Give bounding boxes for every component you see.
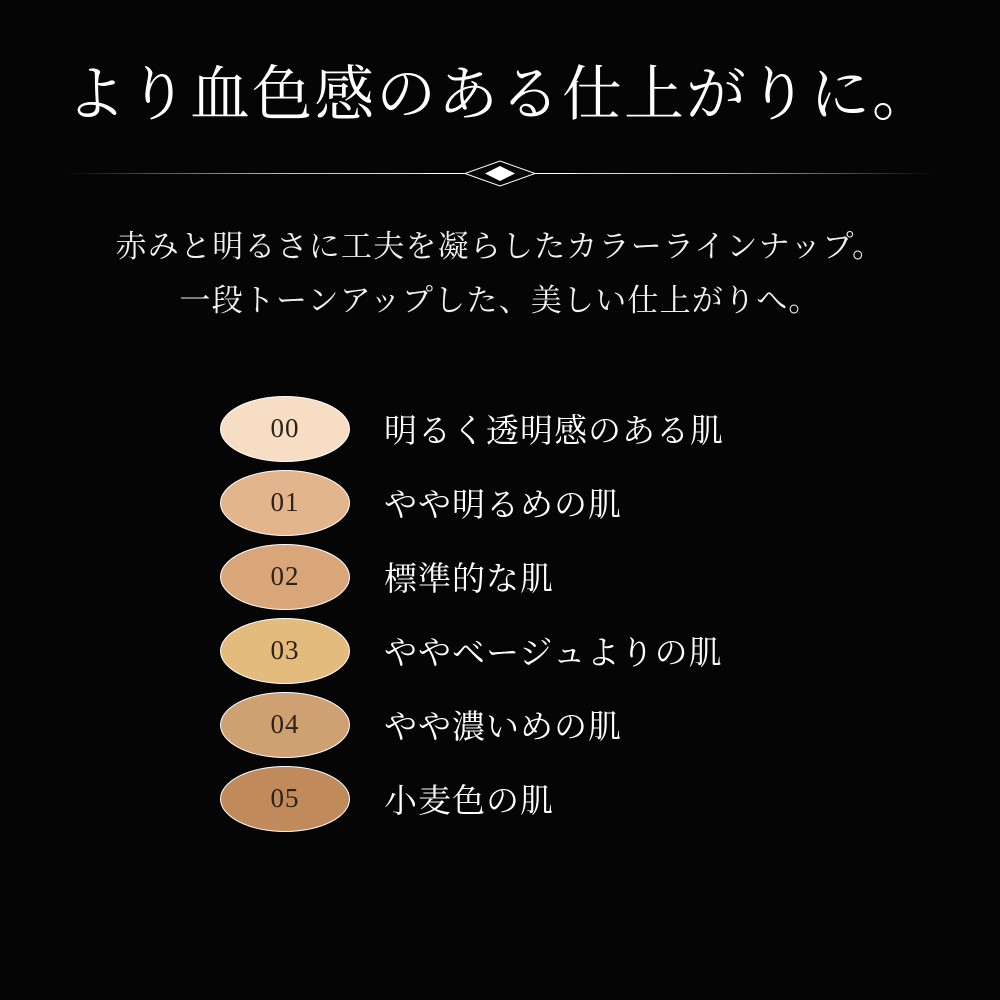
- subcopy: [116, 220, 885, 329]
- shade-code: 05: [270, 783, 300, 813]
- shade-swatch-03[interactable]: [220, 618, 350, 684]
- list-item[interactable]: [160, 691, 840, 759]
- list-item[interactable]: [160, 395, 840, 463]
- list-item[interactable]: [160, 469, 840, 537]
- shade-label: 標準的な肌: [384, 562, 554, 598]
- shade-swatch-04[interactable]: [220, 692, 350, 758]
- shade-swatch-00[interactable]: [220, 396, 350, 462]
- divider-rule-left: [65, 173, 435, 174]
- shade-swatch-01[interactable]: [220, 470, 350, 536]
- shade-label: やや明るめの肌: [384, 488, 622, 524]
- shade-code: 00: [270, 413, 300, 443]
- shade-label: ややベージュよりの肌: [384, 636, 723, 672]
- shade-code: 03: [270, 635, 300, 665]
- subcopy-line-1: 赤みと明るさに工夫を凝らしたカラーラインナップ。: [115, 229, 885, 264]
- list-item[interactable]: [160, 543, 840, 611]
- subcopy-line-2: 一段トーンアップした、美しい仕上がりへ。: [179, 283, 821, 319]
- shade-lineup-list: [160, 395, 840, 833]
- shade-label: 小麦色の肌: [384, 784, 554, 820]
- ornamental-divider: [65, 154, 935, 194]
- shade-code: 02: [270, 561, 300, 591]
- shade-swatch-02[interactable]: [220, 544, 350, 610]
- list-item[interactable]: [160, 765, 840, 833]
- page-title: より血色感のある仕上がりに。: [66, 62, 934, 128]
- diamond-flourish-divider-icon: [425, 154, 575, 194]
- shade-code: 04: [270, 709, 300, 739]
- shade-code: 01: [270, 487, 300, 517]
- list-item[interactable]: [160, 617, 840, 685]
- shade-swatch-05[interactable]: [220, 766, 350, 832]
- divider-rule-right: [565, 173, 935, 174]
- shade-label: 明るく透明感のある肌: [384, 414, 724, 450]
- shade-label: やや濃いめの肌: [384, 710, 622, 746]
